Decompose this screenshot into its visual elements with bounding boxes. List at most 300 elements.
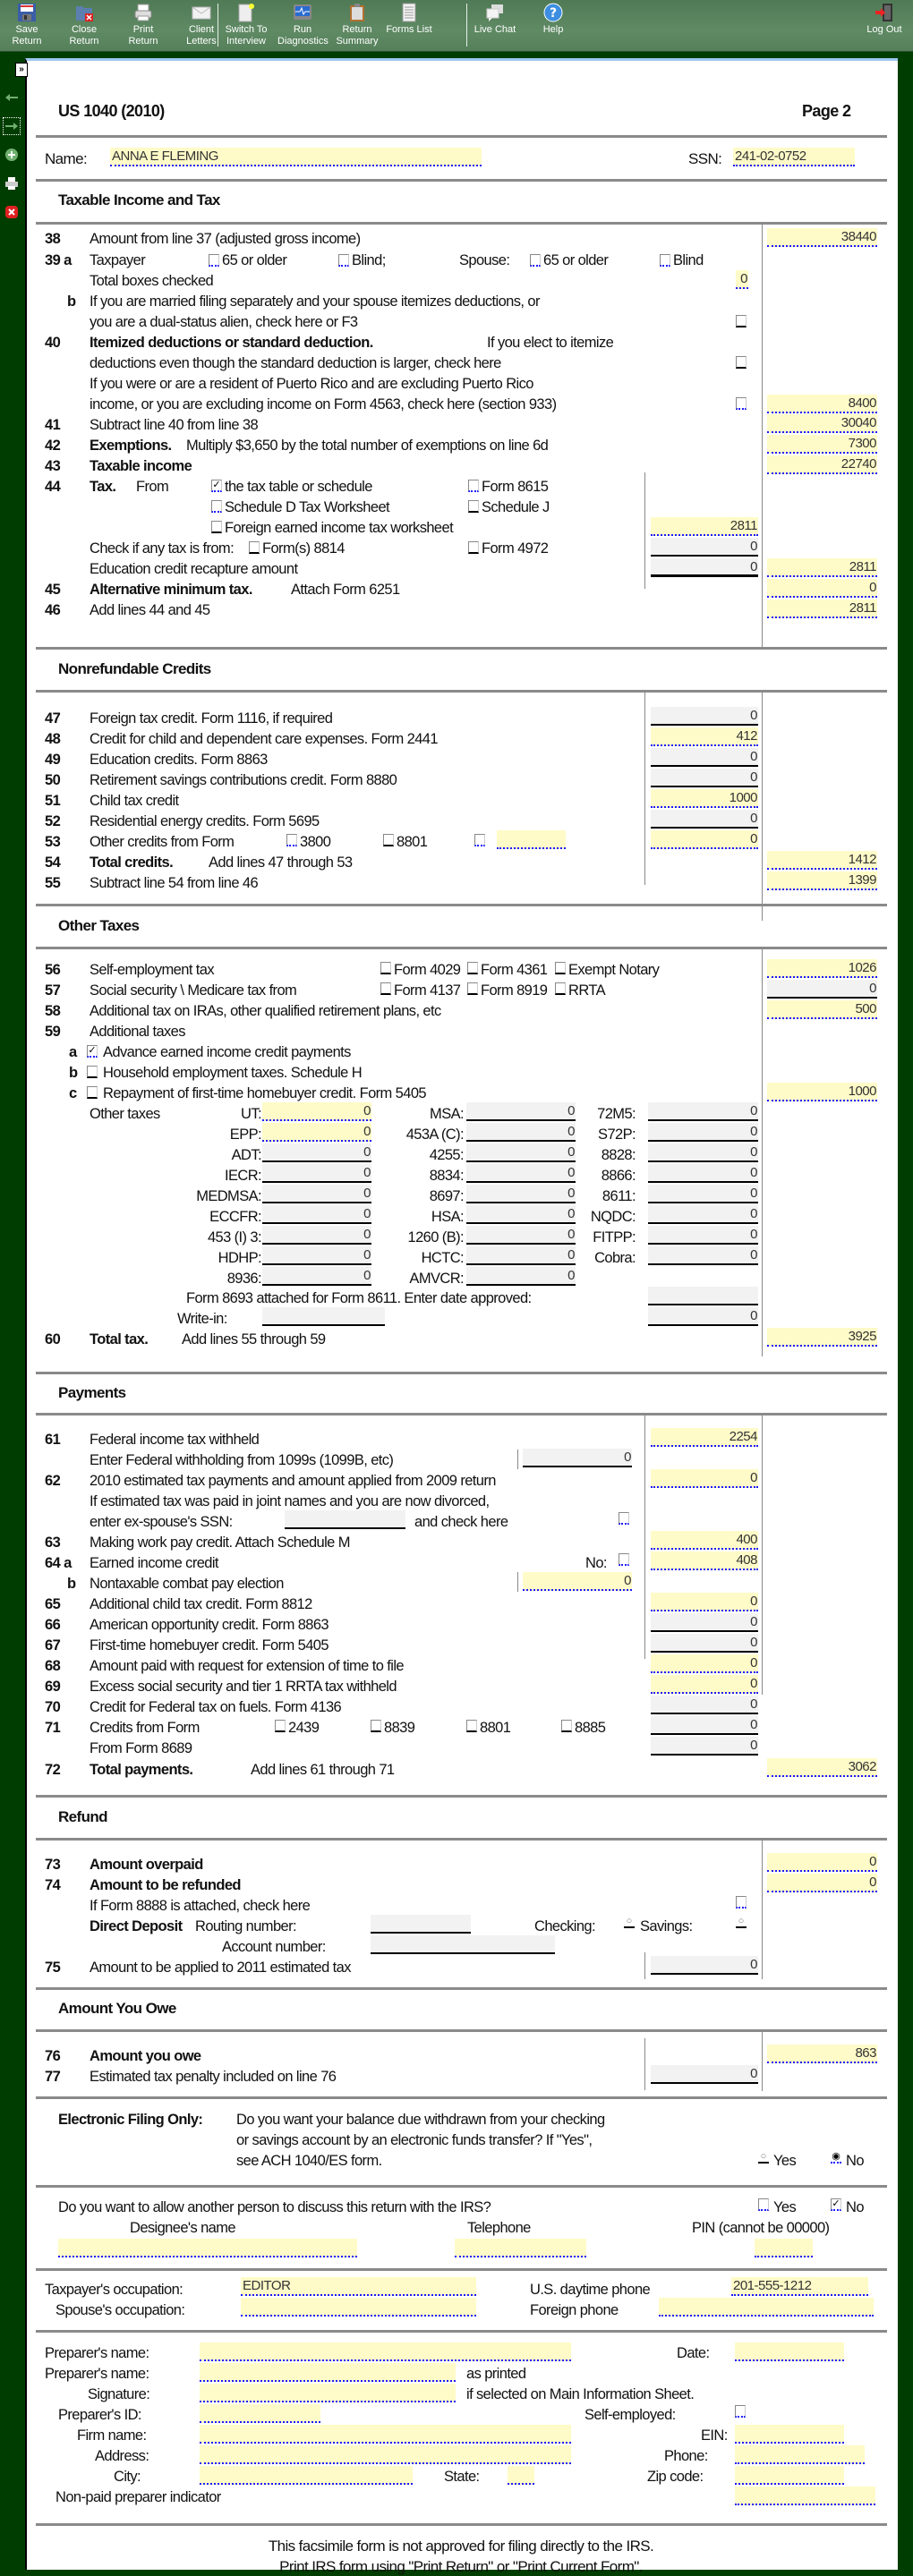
line-number: b [67,293,76,310]
savings-radio[interactable]: ○ [736,1916,747,1928]
homebuyer-repayment-checkbox[interactable] [87,1086,98,1099]
other-tax-field[interactable]: 0 [262,1226,371,1245]
line-number: b [67,1576,76,1592]
line-60-text: Add lines 55 through 59 [182,1331,326,1348]
line-number: 60 [45,1331,61,1348]
line-number: 52 [45,813,61,829]
other-tax-field[interactable]: 0 [648,1123,758,1142]
column-divider [517,1572,518,1592]
write-in-amount-field[interactable]: 0 [648,1307,758,1326]
line-number: 66 [45,1617,61,1633]
line-76-owe-field[interactable]: 863 [767,2045,877,2063]
form-8885-checkbox[interactable] [561,1720,572,1732]
toolbar [0,0,913,52]
diagnostics-monitor-icon [293,3,312,22]
form-8885-label: 8885 [575,1720,606,1736]
line-40-bold: Itemized deductions or standard deduction. [90,335,373,351]
delete-icon[interactable] [4,204,20,220]
line-60-bold: Total tax. [90,1331,149,1348]
as-printed-label: as printed [466,2366,526,2382]
expand-panel-button[interactable]: » [15,63,28,77]
line-55-field[interactable]: 1399 [767,871,877,890]
form-title: US 1040 (2010) [58,102,165,120]
line-54-bold: Total credits. [90,854,174,871]
help-button[interactable]: ? Help [533,3,573,49]
line-number: 54 [45,854,61,871]
line-46-label: Add lines 44 and 45 [90,602,210,618]
line-42-exemptions-field[interactable]: 7300 [767,435,877,454]
other-tax-label: 8697: [429,1188,464,1204]
line-63-label: Making work pay credit. Attach Schedule M [90,1535,350,1551]
other-tax-field[interactable]: 0 [466,1143,576,1162]
form-8801-checkbox[interactable] [466,1720,477,1732]
other-tax-label: 1260 (B): [407,1229,464,1245]
other-form-checkbox[interactable] [474,834,485,846]
schedule-d-label: Schedule D Tax Worksheet [225,499,390,515]
form-4029-label: Form 4029 [394,962,461,978]
other-tax-field[interactable]: 0 [648,1246,758,1265]
other-tax-field[interactable]: 0 [262,1267,371,1286]
line-61-sub-label: Enter Federal withholding from 1099s (1099B, etc) [90,1452,394,1468]
other-tax-label: FITPP: [593,1229,636,1245]
preparer-date-label: Date: [677,2345,710,2361]
zip-field[interactable] [735,2466,844,2485]
line-number: 42 [45,438,61,454]
efile-no-radio[interactable]: ◉ [832,2151,840,2162]
form-8839-checkbox[interactable] [371,1720,381,1732]
routing-number-field[interactable] [371,1915,471,1934]
other-tax-field[interactable]: 0 [466,1226,576,1245]
line-47-label: Foreign tax credit. Form 1116, if required [90,710,333,727]
form-2439-label: 2439 [288,1720,320,1736]
line-71-label: Credits from Form [90,1720,200,1736]
line-number: 51 [45,793,61,809]
schedule-d-checkbox[interactable] [211,500,222,513]
designee-pin-label: PIN (cannot be 00000) [692,2220,830,2236]
line-66-label: American opportunity credit. Form 8863 [90,1617,329,1633]
folder-close-icon [74,3,94,22]
designee-pin-field[interactable] [755,2239,813,2257]
other-form-number-field[interactable] [497,830,566,849]
account-number-label: Account number: [222,1939,326,1955]
form-8888-checkbox[interactable] [736,1896,747,1909]
form-8919-label: Form 8919 [481,982,548,999]
other-tax-field[interactable]: 0 [262,1123,371,1142]
daytime-phone-label: U.S. daytime phone [530,2282,651,2298]
return-summary-button[interactable]: Return Summary [335,3,380,49]
column-divider [762,2032,763,2091]
itemize-election-checkbox[interactable] [736,356,747,369]
line-73-overpaid-field[interactable]: 0 [767,1853,877,1872]
line-56-field[interactable]: 1026 [767,959,877,978]
ssn-label: SSN: [688,150,722,167]
line-39b-text: If you are married filing separately and your spouse itemizes deductions, or [90,293,540,310]
line-57-field[interactable]: 0 [767,980,877,999]
other-tax-field[interactable]: 0 [466,1164,576,1183]
line-48-field[interactable]: 412 [651,727,758,746]
line-57-label: Social security \ Medicare tax from [90,982,297,999]
line-62-label: 2010 estimated tax payments and amount applied from 2009 return [90,1473,496,1489]
other-tax-field[interactable]: 0 [262,1164,371,1183]
other-tax-field[interactable]: 0 [262,1185,371,1203]
other-tax-field[interactable]: 0 [466,1185,576,1203]
preparer-phone-field[interactable] [735,2445,865,2464]
line-number: 56 [45,962,61,978]
section-refund: Refund [58,1808,107,1825]
line-53-field[interactable]: 0 [651,830,758,849]
line-44-tax-field[interactable]: 2811 [651,517,758,536]
section-taxable-income: Taxable Income and Tax [58,191,220,208]
other-tax-label: Cobra: [594,1250,636,1266]
other-tax-field[interactable]: 0 [466,1102,576,1121]
line-number: 67 [45,1637,61,1654]
line-58-field[interactable]: 500 [767,1000,877,1019]
address-field[interactable] [200,2445,571,2464]
line-54-field[interactable]: 1412 [767,851,877,870]
withholding-1099-field[interactable]: 0 [523,1449,632,1467]
divider [36,647,887,650]
line-64a-field[interactable]: 408 [651,1552,758,1570]
print-icon[interactable] [4,175,20,191]
account-number-field[interactable] [371,1935,555,1954]
line-number: 40 [45,335,61,351]
line-72-total-payments-field[interactable]: 3062 [767,1758,877,1777]
switch-to-interview-button[interactable]: Switch To Interview [224,3,269,49]
divider [36,2096,887,2099]
line-45-amt-field[interactable]: 0 [767,579,877,598]
ex-spouse-ssn-field[interactable] [285,1510,405,1529]
taxpayer-65-checkbox[interactable] [209,254,219,267]
total-boxes-field[interactable]: 0 [736,270,748,289]
line-49-field[interactable]: 0 [651,748,758,767]
line-40-text: If you were or are a resident of Puerto Rico and are excluding Puerto Rico [90,376,533,392]
foreign-phone-field[interactable] [659,2298,874,2317]
section-933-checkbox[interactable] [736,397,747,410]
toolbar-separator [466,4,467,47]
other-tax-label: HSA: [431,1209,464,1225]
line-38-agi-field[interactable]: 38440 [767,228,877,247]
form-8801-label: 8801 [397,834,428,850]
line-72-bold: Total payments. [90,1762,193,1778]
line-50-label: Retirement savings contributions credit. Form 8880 [90,772,397,788]
other-tax-field[interactable]: 0 [648,1143,758,1162]
efile-question: see ACH 1040/ES form. [236,2153,382,2169]
other-tax-field[interactable]: 0 [262,1143,371,1162]
efile-yes-radio[interactable]: ○ [758,2151,769,2164]
other-tax-field[interactable]: 0 [262,1246,371,1265]
foreign-earned-label: Foreign earned income tax worksheet [225,520,454,536]
line-75-field[interactable]: 0 [651,1956,758,1975]
column-divider [644,693,645,885]
form-8919-checkbox[interactable] [467,982,478,995]
efile-label: Electronic Filing Only: [58,2112,203,2128]
line-number: 77 [45,2069,61,2085]
line-59-field[interactable]: 1000 [767,1083,877,1101]
line-73-bold: Amount overpaid [90,1857,203,1873]
close-return-button[interactable]: Close Return [64,3,104,49]
line-number: 38 [45,231,61,247]
dual-status-checkbox[interactable] [736,315,747,327]
other-tax-label: 8611: [602,1188,636,1204]
taxpayer-blind-checkbox[interactable] [338,254,349,267]
self-employed-label: Self-employed: [584,2407,676,2423]
divider [36,1987,887,1990]
designee-yes-checkbox[interactable] [758,2198,769,2211]
line-51-label: Child tax credit [90,793,179,809]
daytime-phone-field[interactable]: 201-555-1212 [731,2277,868,2296]
other-tax-field[interactable]: 0 [648,1164,758,1183]
education-recapture-label: Education credit recapture amount [90,561,298,577]
line-70-field[interactable]: 0 [651,1696,758,1714]
line-48-label: Credit for child and dependent care expenses. Form 2441 [90,731,438,747]
spouse-occupation-field[interactable] [241,2298,476,2317]
preparer-printed-name-field[interactable] [200,2363,456,2382]
line-65-field[interactable]: 0 [651,1593,758,1611]
ex-spouse-checkbox[interactable] [619,1512,629,1525]
line-43-taxable-income-field[interactable]: 22740 [767,455,877,474]
other-tax-field[interactable]: 0 [466,1205,576,1224]
designee-name-label: Designee's name [130,2220,235,2236]
line-47-field[interactable]: 0 [651,707,758,726]
form-8814-checkbox[interactable] [249,541,260,554]
floppy-disk-icon [17,3,37,22]
line-69-label: Excess social security and tier 1 RRTA tax withheld [90,1679,397,1695]
run-diagnostics-button[interactable]: Run Diagnostics [277,3,328,49]
column-divider [762,1841,763,1979]
firm-name-label: Firm name: [77,2427,147,2444]
designee-no-checkbox[interactable] [831,2198,841,2211]
line-41-field[interactable]: 30040 [767,414,877,433]
line-71-field[interactable]: 0 [651,1716,758,1735]
print-return-button[interactable]: Print Return [124,3,163,49]
line-number: 49 [45,752,61,768]
line-59c-letter: c [69,1085,77,1101]
line-53-label: Other credits from Form [90,834,235,850]
checking-radio[interactable]: ○ [624,1916,635,1928]
advance-eic-checkbox[interactable] [87,1045,98,1058]
interview-page-icon [236,3,256,22]
line-number: 69 [45,1679,61,1695]
signature-label: Signature: [88,2386,150,2402]
log-out-button[interactable]: Log Out [865,3,904,49]
form-8839-label: 8839 [384,1720,415,1736]
divider [36,1372,887,1374]
spouse-65-checkbox[interactable] [530,254,541,267]
forms-tax-field[interactable]: 0 [651,538,758,557]
spouse-occupation-label: Spouse's occupation: [55,2302,185,2318]
line-number: 58 [45,1003,61,1019]
line-62-text: and check here [414,1514,508,1530]
line-61-field[interactable]: 2254 [651,1428,758,1447]
divider [36,947,887,949]
check-mark-icon: ✓ [832,2198,840,2209]
line-62-field[interactable]: 0 [651,1469,758,1488]
line-number: 75 [45,1960,61,1976]
line-64a-label: Earned income credit [90,1555,218,1571]
divider [36,1838,887,1841]
form-2439-checkbox[interactable] [275,1720,286,1732]
other-tax-field[interactable]: 0 [648,1205,758,1224]
document-list-icon [399,3,419,22]
form-8689-field[interactable]: 0 [651,1737,758,1756]
preparer-name-label: Preparer's name: [45,2345,149,2361]
column-divider [644,472,645,589]
line-77-label: Estimated tax penalty included on line 76 [90,2069,337,2085]
line-51-field[interactable]: 1000 [651,789,758,808]
line-63-field[interactable]: 400 [651,1531,758,1550]
check-mark-icon: ✓ [88,1045,97,1056]
household-employment-checkbox[interactable] [87,1066,98,1078]
form-4361-checkbox[interactable] [467,962,478,974]
eic-no-checkbox[interactable] [619,1553,629,1566]
other-tax-field[interactable]: 0 [262,1205,371,1224]
line-number: 72 [45,1762,61,1778]
back-arrow-icon[interactable] [4,89,20,106]
preparer-name-field[interactable] [200,2342,571,2361]
other-tax-label: 8834: [429,1168,464,1184]
designee-name-field[interactable] [58,2239,357,2257]
line-46-field[interactable]: 2811 [767,599,877,618]
line-40-text: deductions even though the standard deduction is larger, check here [90,355,501,371]
line-62-text: enter ex-spouse's SSN: [90,1514,233,1530]
line-77-field[interactable]: 0 [651,2065,758,2084]
line-number: 68 [45,1658,61,1674]
live-chat-button[interactable]: Live Chat [473,3,517,49]
other-tax-field[interactable]: 0 [466,1246,576,1265]
line-38-label: Amount from line 37 (adjusted gross income) [90,231,361,247]
other-tax-field[interactable]: 0 [262,1102,371,1121]
other-tax-field[interactable]: 0 [648,1226,758,1245]
line-64b-label: Nontaxable combat pay election [90,1576,284,1592]
form-8615-checkbox[interactable] [468,480,479,492]
form-4137-label: Form 4137 [394,982,461,999]
other-tax-label: UT: [241,1106,261,1122]
form-4972-checkbox[interactable] [468,541,479,554]
form-8693-date-field[interactable] [648,1287,758,1305]
designee-phone-field[interactable] [455,2239,586,2257]
other-tax-field[interactable]: 0 [648,1102,758,1121]
rrta-checkbox[interactable] [555,982,566,995]
other-tax-label: 72M5: [597,1106,636,1122]
line-55-label: Subtract line 54 from line 46 [90,875,259,891]
line-74-refund-field[interactable]: 0 [767,1874,877,1892]
state-field[interactable] [508,2466,534,2485]
line-42-bold: Exemptions. [90,438,172,454]
line-number: 55 [45,875,61,891]
other-tax-field[interactable]: 0 [648,1185,758,1203]
line-66-field[interactable]: 0 [651,1613,758,1632]
name-field[interactable]: ANNA E FLEMING [110,148,482,166]
form-3800-checkbox[interactable] [286,834,297,846]
section-payments: Payments [58,1384,126,1401]
line-60-total-tax-field[interactable]: 3925 [767,1328,877,1347]
ein-field[interactable] [735,2425,844,2444]
line-40-text: If you elect to itemize [487,335,614,351]
line-42-text: Multiply $3,650 by the total number of exemptions on line 6d [186,438,549,454]
routing-number-label: Routing number: [195,1918,296,1934]
spouse-blind-checkbox[interactable] [660,254,670,267]
column-divider [644,1952,645,1979]
line-number: 45 [45,582,61,598]
form-8689-label: From Form 8689 [90,1740,192,1756]
taxpayer-occupation-field[interactable]: EDITOR [241,2277,476,2296]
line-number: 48 [45,731,61,747]
section-nonrefundable-credits: Nonrefundable Credits [58,660,211,677]
divider [36,2268,887,2271]
line-67-field[interactable]: 0 [651,1634,758,1653]
non-paid-preparer-field[interactable] [735,2487,875,2505]
tax-table-checkbox[interactable] [211,480,222,492]
line-number: 62 [45,1473,61,1489]
form-page [25,58,898,2575]
divider [36,904,887,906]
line-number: 59 [45,1024,61,1040]
line-number: 39 a [45,252,72,268]
foreign-earned-checkbox[interactable] [211,521,222,533]
line-52-field[interactable]: 0 [651,810,758,829]
divider [36,135,887,138]
form-4137-checkbox[interactable] [380,982,391,995]
signature-field[interactable] [200,2384,456,2402]
other-tax-label: 8866: [601,1168,636,1184]
add-icon[interactable] [4,147,20,163]
section-other-taxes: Other Taxes [58,917,140,934]
taxpayer-blind-label: Blind; [352,252,386,268]
other-tax-field[interactable]: 0 [466,1267,576,1286]
other-tax-label: EPP: [229,1126,261,1143]
line-67-label: First-time homebuyer credit. Form 5405 [90,1637,329,1654]
schedule-j-checkbox[interactable] [468,500,479,513]
line-40-text: income, or you are excluding income on Form 4563, check here (section 933) [90,396,557,412]
other-tax-label: 453 (I) 3: [207,1229,261,1245]
line-69-field[interactable]: 0 [651,1675,758,1694]
write-in-text-field[interactable] [262,1307,385,1326]
line-50-field[interactable]: 0 [651,769,758,787]
divider [36,690,887,693]
exempt-notary-checkbox[interactable] [555,962,566,974]
firm-name-field[interactable] [200,2425,571,2444]
form-8801-checkbox[interactable] [383,834,394,846]
line-40-deduction-field[interactable]: 8400 [767,395,877,413]
line-number: 74 [45,1877,61,1893]
city-field[interactable] [200,2466,413,2485]
line-number: 43 [45,458,61,474]
line-44-total-field[interactable]: 2811 [767,558,877,577]
forms-list-button[interactable]: Forms List [385,3,433,49]
efile-no-label: No [846,2153,864,2169]
line-41-label: Subtract line 40 from line 38 [90,417,259,433]
self-employed-checkbox[interactable] [735,2405,746,2418]
preparer-date-field[interactable] [735,2342,844,2361]
column-divider [762,693,763,921]
phone-label: Phone: [664,2448,708,2464]
line-number: 64 a [45,1555,72,1571]
education-recapture-field[interactable]: 0 [651,558,758,577]
form-4029-checkbox[interactable] [380,962,391,974]
forward-arrow-icon[interactable] [4,118,20,134]
client-letters-button[interactable]: Client Letters [181,3,222,49]
preparer-id-field[interactable] [200,2404,320,2423]
other-tax-field[interactable]: 0 [466,1123,576,1142]
ssn-field[interactable]: 241-02-0752 [733,148,855,166]
divider [36,222,887,225]
divider [36,179,887,182]
save-return-button[interactable]: Save Return [7,3,47,49]
line-68-field[interactable]: 0 [651,1654,758,1673]
line-56-label: Self-employment tax [90,962,214,978]
line-number: 76 [45,2048,61,2064]
combat-pay-field[interactable]: 0 [523,1572,632,1591]
